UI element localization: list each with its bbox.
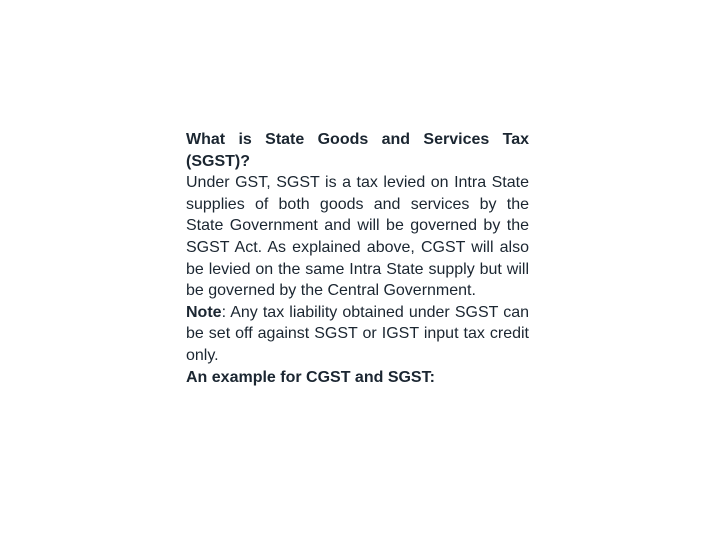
body-paragraph: Under GST, SGST is a tax levied on Intra State supplies of both goods and services by the State Government and will be governed by the SGST Act. As explained above, CGST will also be levied on the same Intra State supply but will be governed by the Central Government. (186, 174, 529, 300)
text-block (186, 129, 529, 388)
heading: What is State Goods and Services Tax (SGST)? (186, 131, 529, 170)
note-paragraph (186, 302, 529, 367)
note-text: : Any tax liability obtained under SGST can be set off against SGST or IGST input tax credit only. (186, 303, 529, 364)
note-label: Note (186, 303, 222, 321)
example-heading: An example for CGST and SGST: (186, 368, 435, 386)
